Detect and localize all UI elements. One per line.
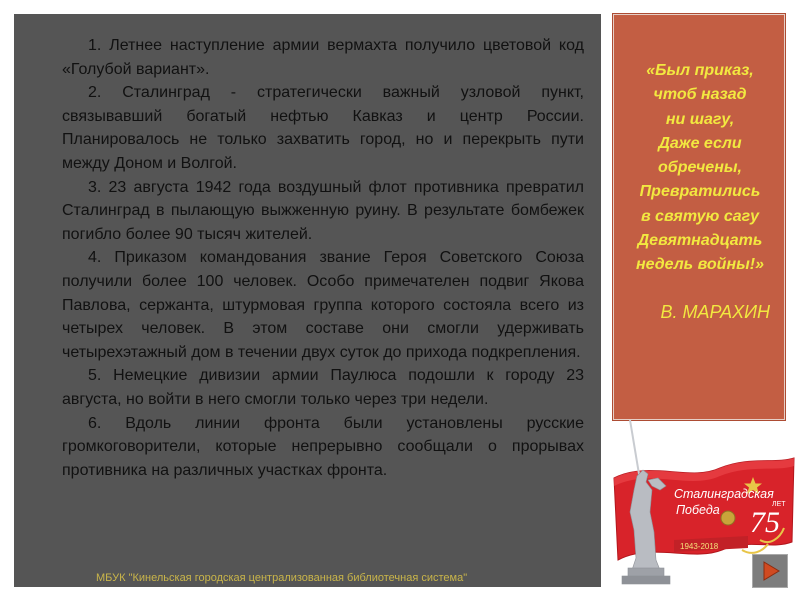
paragraph-5: 5. Немецкие дивизии армии Паулюса подошли к городу 23 августа, но войти в него смогли только через три недели. xyxy=(62,367,584,408)
quote-author: В. МАРАХИН xyxy=(660,302,770,322)
play-triangle-icon xyxy=(764,562,779,580)
quote-line: недель войны!» xyxy=(635,256,764,274)
quote-line: ни шагу, xyxy=(665,110,735,128)
emblem-suffix: ЛЕТ xyxy=(772,501,786,508)
main-text-panel xyxy=(14,14,601,587)
quote-line: Девятнадцать xyxy=(637,232,763,250)
quote-line: в святую сагу xyxy=(640,207,760,225)
quote-line: Превратились xyxy=(639,183,761,201)
medal-icon xyxy=(721,511,735,525)
quote-line: обречены, xyxy=(658,159,742,177)
footer-credit: МБУК "Кинельская городская централизованная библиотечная система" xyxy=(96,572,468,584)
emblem-title-line1: Сталинградская xyxy=(674,487,774,501)
paragraph-4: 4. Приказом командования звание Героя Советского Союза получили более 100 человек. Особо примечателен подвиг Якова Павлова, сержанта, штурмовая группа которого состояла всего из четырех человек. В этом составе они смогли удерживать четырехэтажный дом в течении двух суток до прихода подкрепления. xyxy=(62,249,584,361)
next-slide-button[interactable] xyxy=(752,554,788,588)
emblem-years: 1943-2018 xyxy=(680,542,719,551)
quote-text xyxy=(614,59,786,278)
quote-line: Даже если xyxy=(658,134,742,152)
emblem-title-line2: Победа xyxy=(676,503,720,517)
paragraph-2: 2. Сталинград - стратегически важный узловой пункт, связывавший богатый нефтью Кавказ и центр России. Планировалось не только захватить город, но и перекрыть пути между Доном и Волгой. xyxy=(62,84,584,172)
paragraph-1: 1. Летнее наступление армии вермахта получило цветовой код «Голубой вариант». xyxy=(62,37,584,78)
history-text xyxy=(62,34,584,482)
quote-line: «Был приказ, xyxy=(646,62,754,79)
quote-panel xyxy=(613,14,785,420)
emblem-number: 75 xyxy=(750,506,780,539)
paragraph-3: 3. 23 августа 1942 года воздушный флот противника превратил Сталинград в пылающую выжженную руину. В результате бомбежек погибло более 90 тысяч жителей. xyxy=(62,178,584,243)
paragraph-6: 6. Вдоль линии фронта были установлены русские громкоговорители, которые непрерывно сообщали о прорывах противника на различных участках фронта. xyxy=(62,414,584,479)
quote-line: чтоб назад xyxy=(653,86,747,104)
